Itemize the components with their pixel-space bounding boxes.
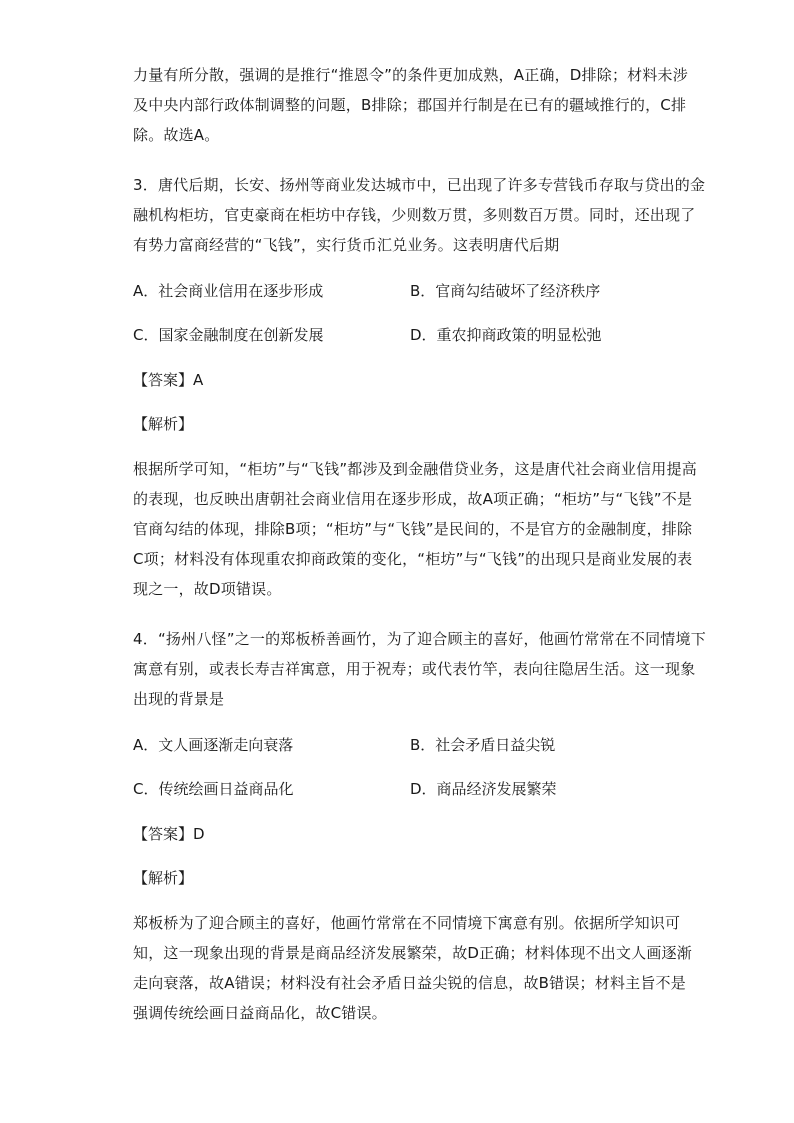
q4-analysis-heading: 【解析】 <box>133 869 194 887</box>
q4-option-c: C．传统绘画日益商品化 <box>133 780 294 798</box>
q4-option-d: D．商品经济发展繁荣 <box>410 780 557 798</box>
text-line: 郑板桥为了迎合顾主的喜好，他画竹常常在不同情境下寓意有别。依据所学知识可 <box>133 914 681 932</box>
intro-paragraph <box>133 60 688 150</box>
text-line: C项；材料没有体现重农抑商政策的变化，“柜坊”与“飞钱”的出现只是商业发展的表 <box>133 550 693 568</box>
text-line: 官商勾结的体现，排除B项；“柜坊”与“飞钱”是民间的，不是官方的金融制度，排除 <box>133 520 693 538</box>
text-line: 力量有所分散，强调的是推行“推恩令”的条件更加成熟，A正确，D排除；材料未涉 <box>133 66 688 84</box>
text-line: 4．“扬州八怪”之一的郑板桥善画竹，为了迎合顾主的喜好，他画竹常常在不同情境下 <box>133 630 706 648</box>
q3-option-d: D．重农抑商政策的明显松弛 <box>410 326 602 344</box>
text-line: 走向衰落，故A错误；材料没有社会矛盾日益尖锐的信息，故B错误；材料主旨不是 <box>133 974 686 992</box>
q4-option-a: A．文人画逐渐走向衰落 <box>133 736 294 754</box>
q3-option-b: B．官商勾结破坏了经济秩序 <box>410 282 601 300</box>
text-line: 现之一，故D项错误。 <box>133 580 282 598</box>
text-line: 及中央内部行政体制调整的问题，B排除；郡国并行制是在已有的疆域推行的，C排 <box>133 96 687 114</box>
text-line: 的表现，也反映出唐朝社会商业信用在逐步形成，故A项正确；“柜坊”与“飞钱”不是 <box>133 490 693 508</box>
question-3-analysis <box>133 454 697 604</box>
q4-answer: 【答案】D <box>133 825 205 843</box>
text-line: 根据所学可知，“柜坊”与“飞钱”都涉及到金融借贷业务，这是唐代社会商业信用提高 <box>133 460 697 478</box>
text-line: 融机构柜坊，官吏豪商在柜坊中存钱，少则数万贯，多则数百万贯。同时，还出现了 <box>133 206 696 224</box>
text-line: 知，这一现象出现的背景是商品经济发展繁荣，故D正确；材料体现不出文人画逐渐 <box>133 944 692 962</box>
q3-option-a: A．社会商业信用在逐步形成 <box>133 282 324 300</box>
question-4-analysis <box>133 908 692 1028</box>
q3-option-c: C．国家金融制度在创新发展 <box>133 326 324 344</box>
text-line: 除。故选A。 <box>133 126 220 144</box>
text-line: 有势力富商经营的“飞钱”，实行货币汇兑业务。这表明唐代后期 <box>133 236 560 254</box>
q3-analysis-heading: 【解析】 <box>133 415 194 433</box>
q3-answer: 【答案】A <box>133 371 204 389</box>
text-line: 寓意有别，或表长寿吉祥寓意，用于祝寿；或代表竹竿，表向往隐居生活。这一现象 <box>133 660 696 678</box>
question-4-stem <box>133 624 706 714</box>
text-line: 强调传统绘画日益商品化，故C错误。 <box>133 1004 387 1022</box>
q4-option-b: B．社会矛盾日益尖锐 <box>410 736 556 754</box>
text-line: 3．唐代后期，长安、扬州等商业发达城市中，已出现了许多专营钱币存取与贷出的金 <box>133 176 706 194</box>
question-3-stem <box>133 170 706 260</box>
text-line: 出现的背景是 <box>133 690 225 708</box>
